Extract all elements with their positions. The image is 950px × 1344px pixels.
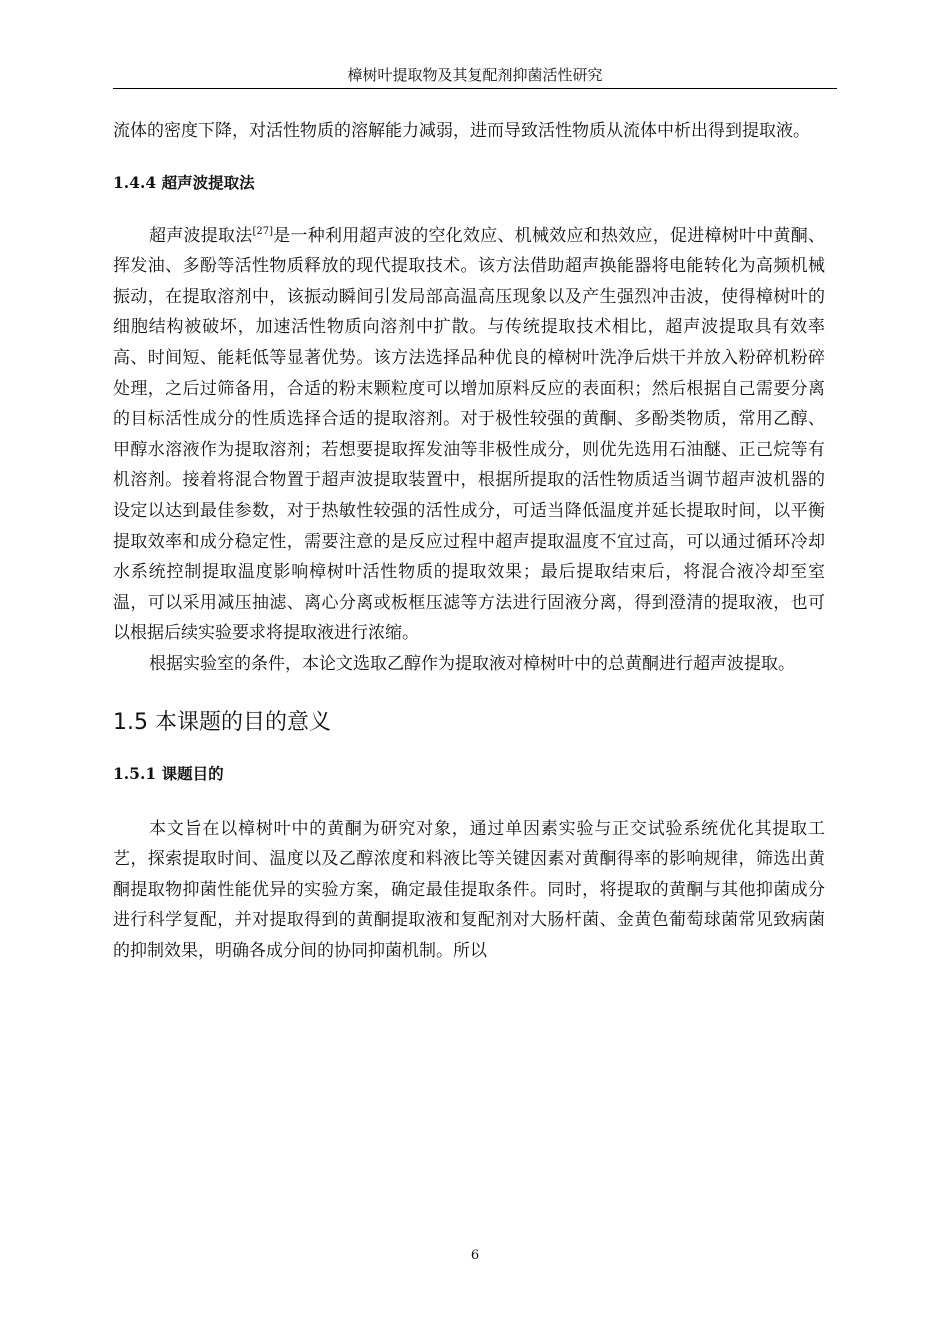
paragraph-research-purpose: 本文旨在以樟树叶中的黄酮为研究对象，通过单因素实验与正交试验系统优化其提取工艺，探索提取时间、温度以及乙醇浓度和料液比等关键因素对黄酮得率的影响规律，筛选出黄酮提取物抑菌性能优异的实验方案，确定最佳提取条件。同时，将提取的黄酮与其他抑菌成分进行科学复配，并对提取得到的黄酮提取液和复配剂对大肠杆菌、金黄色葡萄球菌常见致病菌的抑制效果，明确各成分间的协同抑菌机制。所以 bbox=[113, 818, 825, 961]
section-heading-1-5: 1.5 本课题的目的意义 bbox=[113, 709, 331, 735]
paragraph-lab-conditions: 根据实验室的条件，本论文选取乙醇作为提取液对樟树叶中的总黄酮进行超声波提取。 bbox=[149, 653, 795, 674]
section-heading-1-5-1 bbox=[113, 762, 825, 786]
section-number: 1.4.4 bbox=[113, 172, 157, 192]
running-header-title: 樟树叶提取物及其复配剂抑菌活性研究 bbox=[347, 66, 603, 84]
section-title: 超声波提取法 bbox=[161, 173, 255, 192]
citation-ref: [27] bbox=[252, 225, 274, 237]
paragraph-text: 是一种利用超声波的空化效应、机械效应和热效应，促进樟树叶中黄酮、挥发油、多酚等活性物质释放的现代提取技术。该方法借助超声换能器将电能转化为高频机械振动，在提取溶剂中，该振动瞬间引发局部高温高压现象以及产生强烈冲击波，使得樟树叶的细胞结构被破坏，加速活性物质向溶剂中扩散。与传统提取技术相比，超声波提取具有效率高、时间短、能耗低等显著优势。该方法选择品种优良的樟树叶洗净后烘干并放入粉碎机粉碎处理，之后过筛备用，合适的粉末颗粒度可以增加原料反应的表面积；然后根据自己需要分离的目标活性成分的性质选择合适的提取溶剂。对于极性较强的黄酮、多酚类物质，常用乙醇、甲醇水溶液作为提取溶剂；若想要提取挥发油等非极性成分，则优先选用石油醚、正己烷等有机溶剂。接着将混合物置于超声波提取装置中，根据所提取的活性物质适当调节超声波机器的设定以达到最佳参数，对于热敏性较强的活性成分，可适当降低温度并延长提取时间，以平衡提取效率和成分稳定性，需要注意的是反应过程中超声提取温度不宜过高，可以通过循环冷却水系统控制提取温度影响樟树叶活性物质的提取效果；最后提取结束后，将混合液冷却至室温，可以采用减压抽滤、离心分离或板框压滤等方法进行固液分离，得到澄清的提取液，也可以根据后续实验要求将提取液进行浓缩。 bbox=[113, 225, 826, 644]
header-divider bbox=[113, 88, 837, 89]
page-body bbox=[113, 116, 825, 966]
paragraph-supercritical-tail: 流体的密度下降，对活性物质的溶解能力减弱，进而导致活性物质从流体中析出得到提取液。 bbox=[113, 121, 810, 141]
section-number: 1.5.1 bbox=[113, 763, 157, 783]
section-title: 课题目的 bbox=[161, 764, 224, 783]
section-heading-1-4-4 bbox=[113, 171, 825, 195]
paragraph-ultrasonic-extraction bbox=[113, 221, 825, 649]
paragraph-lead: 超声波提取法 bbox=[149, 225, 253, 246]
page-number: 6 bbox=[470, 1248, 480, 1263]
